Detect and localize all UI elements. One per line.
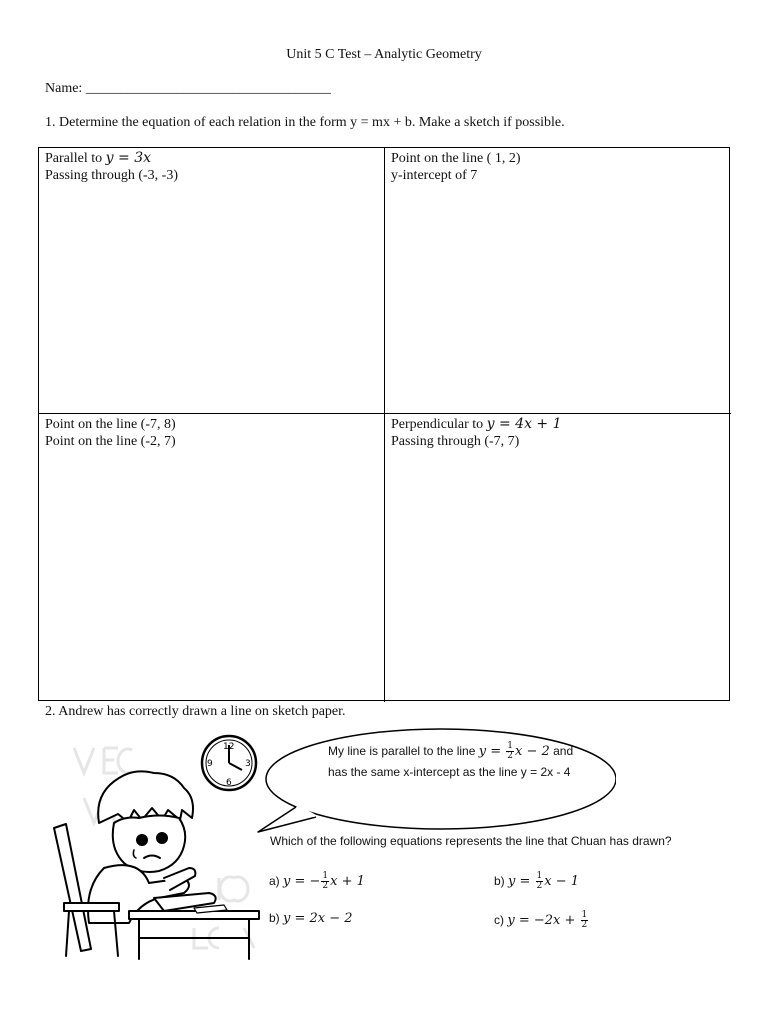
answer-cell-3[interactable]	[39, 414, 385, 702]
option-b-equation: y = $\frac{1}{2}$ x − 1	[508, 871, 580, 891]
answer-grid	[38, 147, 730, 701]
clock-number-6: 6	[226, 778, 232, 788]
name-field-line[interactable]: ___________________________________	[85, 81, 331, 96]
option-a[interactable]: a) y = − $\frac{1}{2}$ x + 1	[269, 871, 365, 891]
option-c[interactable]: b) y = 2x − 2	[269, 911, 353, 926]
question-2-prompt: 2. Andrew has correctly drawn a line on sketch paper.	[45, 704, 346, 719]
speech-line-1: My line is parallel to the line y = $\frac{1}{2}$ x − 2 and	[328, 741, 574, 761]
option-c-equation: y = 2x − 2	[283, 911, 353, 926]
clock-number-12: 12	[223, 742, 235, 752]
cell-3-line-2: Point on the line (-2, 7)	[45, 434, 176, 449]
clock-icon	[202, 736, 256, 790]
name-label: Name:	[45, 81, 86, 96]
answer-cell-1[interactable]	[39, 148, 385, 414]
question-2-ask: Which of the following equations represents the line that Chuan has drawn?	[270, 834, 672, 848]
option-b[interactable]: b) y = $\frac{1}{2}$ x − 1	[494, 871, 580, 891]
question-1-prompt: 1. Determine the equation of each relation in the form y = mx + b. Make a sketch if possible.	[45, 115, 565, 130]
cell-4-line-1: Perpendicular to y = 4x + 1	[391, 416, 562, 432]
name-row	[45, 81, 331, 97]
answer-cell-4[interactable]	[385, 414, 731, 702]
speech-equation: y = $\frac{1}{2}$ x − 2	[478, 741, 550, 761]
cell-4-line-2: Passing through (-7, 7)	[391, 434, 520, 449]
speech-line-2: has the same x-intercept as the line y = 2x - 4	[328, 765, 571, 779]
cell-1-line-1: Parallel to y = 3x	[45, 150, 151, 166]
option-a-equation: y = − $\frac{1}{2}$ x + 1	[283, 871, 365, 891]
student-illustration	[44, 728, 270, 960]
cell-2-line-2: y-intercept of 7	[391, 168, 478, 183]
cell-1-equation: y = 3x	[105, 150, 151, 166]
page-title: Unit 5 C Test – Analytic Geometry	[286, 47, 482, 62]
speech-bubble-text	[328, 741, 573, 783]
clock-number-9: 9	[207, 759, 213, 769]
clock-number-3: 3	[245, 759, 251, 769]
cell-3-line-1: Point on the line (-7, 8)	[45, 417, 176, 432]
answer-cell-2[interactable]	[385, 148, 731, 414]
cell-4-equation: y = 4x + 1	[486, 416, 562, 432]
cell-1-line-2: Passing through (-3, -3)	[45, 168, 178, 183]
option-d[interactable]: c) y = −2x + $\frac{1}{2}$	[494, 910, 588, 930]
option-d-equation: y = −2x + $\frac{1}{2}$	[507, 910, 588, 930]
cell-2-line-1: Point on the line ( 1, 2)	[391, 151, 521, 166]
